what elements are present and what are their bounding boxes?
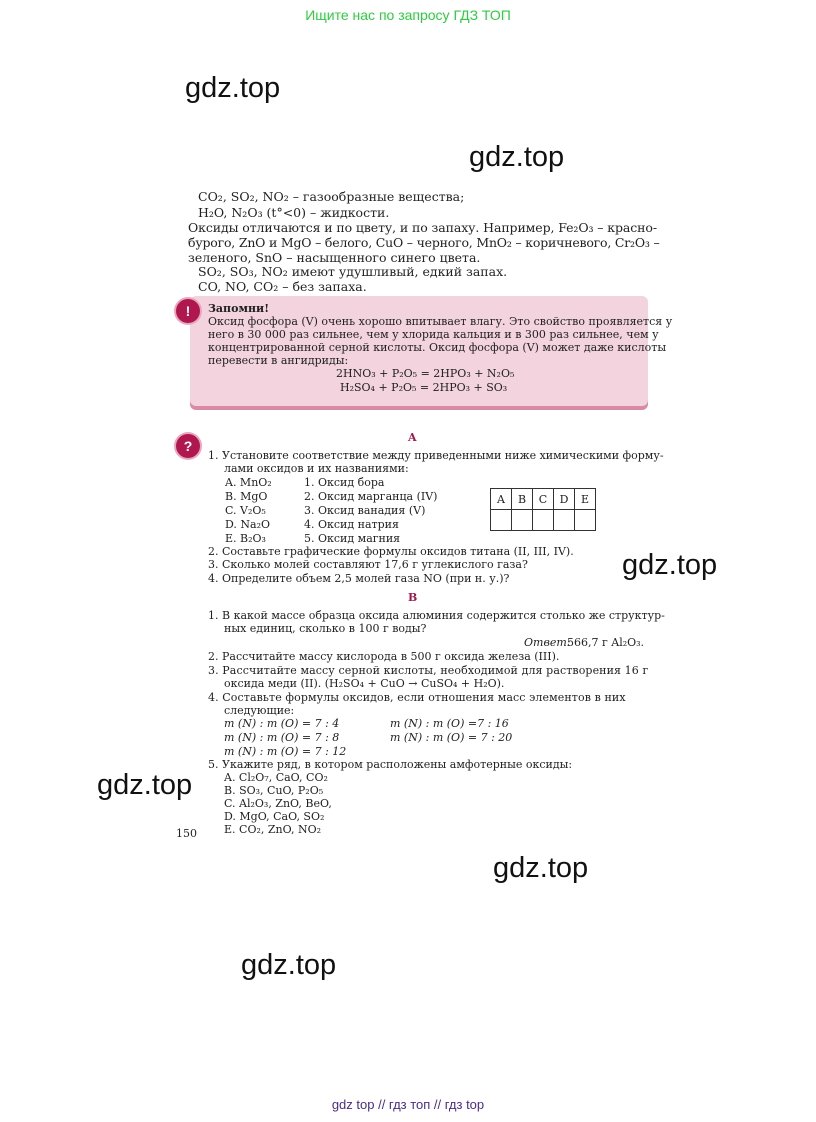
note-line: него в 30 000 раз сильнее, чем у хлорида кальция и в 300 раз сильнее, чем у [208, 328, 659, 341]
formula-item: C. V₂O₅ [225, 504, 266, 517]
intro-line: зеленого, SnO – насыщенного синего цвета. [188, 250, 481, 265]
note-line: Оксид фосфора (V) очень хорошо впитывает влагу. Это свойство проявляется у [208, 315, 673, 328]
ratio: m (N) : m (O) = 7 : 8 [224, 731, 340, 744]
formula-item: B. MgO [225, 490, 268, 503]
question-line: 4. Составьте формулы оксидов, если отношения масс элементов в них [208, 691, 626, 704]
question-line: 2. Рассчитайте массу кислорода в 500 г оксида железа (III). [208, 650, 560, 663]
question-line: 3. Рассчитайте массу серной кислоты, необходимой для растворения 16 г [208, 664, 649, 677]
exclamation-icon: ! [176, 299, 200, 323]
ratio: m (N) : m (O) = 7 : 20 [390, 731, 513, 744]
footer-links[interactable]: gdz top // гдз топ // гдз top [331, 1097, 485, 1112]
table-header: D [554, 489, 575, 510]
formula-item: E. B₂O₃ [225, 532, 266, 545]
option-item: D. MgO, CaO, SO₂ [224, 810, 325, 823]
intro-line: Оксиды отличаются и по цвету, и по запаху. Например, Fe₂O₃ – красно- [188, 220, 657, 235]
formula-item: A. MnO₂ [225, 476, 272, 489]
note-title: Запомни! [208, 302, 270, 315]
name-item: 2. Оксид марганца (IV) [304, 490, 438, 503]
answer-label: Ответ: [524, 636, 571, 649]
question-line: 3. Сколько молей составляют 17,6 г углекислого газа? [208, 558, 528, 571]
watermark: gdz.top [469, 141, 565, 173]
question-line: следующие: [224, 704, 295, 717]
answer-cell[interactable] [575, 510, 596, 531]
table-header: E [575, 489, 596, 510]
answer-table [490, 488, 596, 531]
intro-line: H₂O, N₂O₃ (t°<0) – жидкости. [198, 205, 390, 220]
table-header: B [512, 489, 533, 510]
watermark: gdz.top [185, 72, 281, 104]
intro-line: CO₂, SO₂, NO₂ – газообразные вещества; [198, 189, 465, 204]
name-item: 4. Оксид натрия [304, 518, 399, 531]
question-line: 5. Укажите ряд, в котором расположены амфотерные оксиды: [208, 758, 573, 771]
watermark: gdz.top [622, 549, 718, 581]
note-line: концентрированной серной кислоты. Оксид фосфора (V) может даже кислоты [208, 341, 667, 354]
answer-cell[interactable] [554, 510, 575, 531]
intro-line: SO₂, SO₃, NO₂ имеют удушливый, едкий запах. [198, 264, 508, 279]
question-line: 4. Определите объем 2,5 молей газа NO (при н. у.)? [208, 572, 510, 585]
watermark: gdz.top [241, 949, 337, 981]
intro-line: бурого, ZnO и MgO – белого, CuO – черного, MnO₂ – коричневого, Cr₂O₃ – [188, 235, 660, 250]
equation: 2HNO₃ + P₂O₅ = 2HPO₃ + N₂O₅ [336, 367, 515, 380]
option-item: B. SO₃, CuO, P₂O₅ [224, 784, 324, 797]
equation: H₂SO₄ + P₂O₅ = 2HPO₃ + SO₃ [340, 381, 508, 394]
answer-cell[interactable] [533, 510, 554, 531]
option-item: E. CO₂, ZnO, NO₂ [224, 823, 322, 836]
answer-cell[interactable] [491, 510, 512, 531]
watermark: gdz.top [97, 769, 193, 801]
question-line: оксида меди (II). (H₂SO₄ + CuO → CuSO₄ + H₂O). [224, 677, 505, 690]
watermark: gdz.top [493, 852, 589, 884]
option-item: C. Al₂O₃, ZnO, BeO, [224, 797, 332, 810]
intro-line: CO, NO, CO₂ – без запаха. [198, 279, 367, 294]
note-line: перевести в ангидриды: [208, 354, 349, 367]
ratio: m (N) : m (O) = 7 : 12 [224, 745, 347, 758]
section-title-a: A [408, 431, 417, 444]
name-item: 3. Оксид ванадия (V) [304, 504, 426, 517]
answer-value: 566,7 г Al₂O₃. [567, 636, 645, 649]
table-header: A [491, 489, 512, 510]
option-item: A. Cl₂O₇, CaO, CO₂ [224, 771, 328, 784]
ratio: m (N) : m (O) = 7 : 4 [224, 717, 340, 730]
ratio: m (N) : m (O) =7 : 16 [390, 717, 509, 730]
name-item: 1. Оксид бора [304, 476, 385, 489]
question-line: 1. Установите соответствие между приведенными ниже химическими форму- [208, 449, 664, 462]
name-item: 5. Оксид магния [304, 532, 401, 545]
question-icon: ? [176, 434, 200, 458]
top-banner[interactable]: Ищите нас по запросу ГДЗ ТОП [305, 7, 511, 23]
answer-cell[interactable] [512, 510, 533, 531]
question-line: лами оксидов и их названиями: [224, 462, 409, 475]
question-line: 2. Составьте графические формулы оксидов титана (II, III, IV). [208, 545, 574, 558]
page-number: 150 [176, 827, 197, 840]
section-title-b: B [408, 591, 418, 604]
question-line: ных единиц, сколько в 100 г воды? [224, 622, 427, 635]
table-header: C [533, 489, 554, 510]
formula-item: D. Na₂O [225, 518, 271, 531]
question-line: 1. В какой массе образца оксида алюминия содержится столько же структур- [208, 609, 665, 622]
